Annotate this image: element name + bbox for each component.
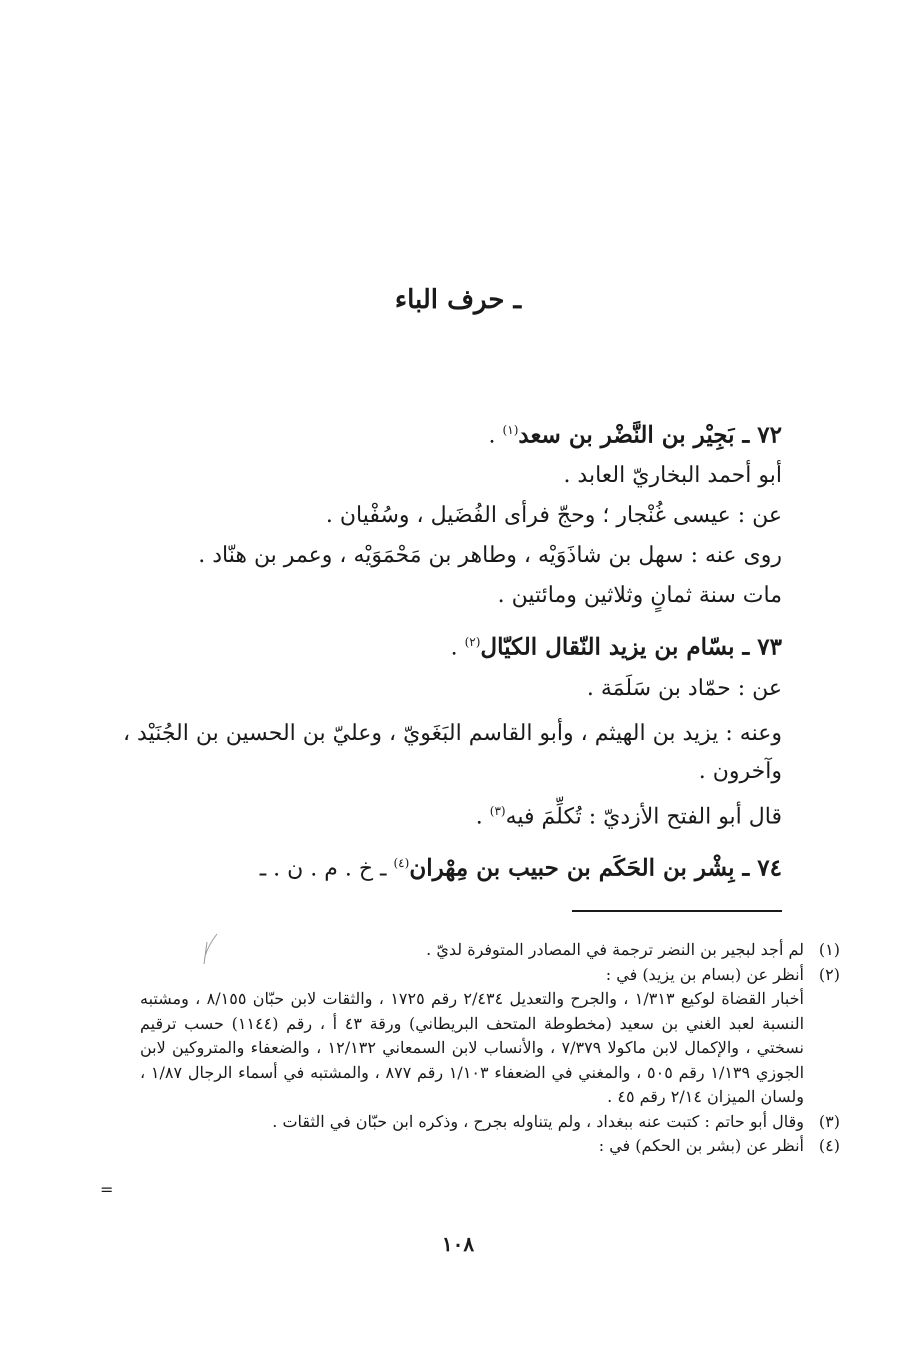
entry-paragraph: وعنه : يزيد بن الهيثم ، وأبو القاسم البَغَويّ ، وعليّ بن الحسين بن الجُنَيْد ، وآخرون .: [122, 720, 782, 784]
footnote-number: (١): [818, 940, 840, 959]
entry-line: أبو أحمد البخاريّ العابد .: [563, 463, 782, 489]
footnote-1: [140, 938, 840, 963]
entry-title-end: ـ خ . م . ن . ـ: [259, 856, 394, 882]
entry-title: ٧٣ ـ بسّام بن يزيد النّقال الكيّال: [480, 633, 782, 661]
footnote-3: [140, 1110, 840, 1135]
footnotes: [140, 938, 840, 1159]
entry-heading: [110, 843, 782, 889]
footnote-ref: (٣): [489, 803, 506, 818]
entry-line: عن : عيسى غُنْجار ؛ وحجّ فرأى الفُضَيل ، وسُفْيان .: [325, 503, 782, 529]
footnote-text: وقال أبو حاتم : كتبت عنه ببغداد ، ولم يتناوله بجرح ، وذكره ابن حبّان في الثقات .: [272, 1111, 804, 1131]
footnote-number: (٤): [818, 1136, 840, 1155]
footnote-separator: [572, 910, 782, 912]
entry-title-end: .: [450, 635, 465, 661]
footnote-text: أنظر عن (بشر بن الحكم) في :: [598, 1136, 804, 1155]
entry-title: ٧٢ ـ بَجِيْر بن النَّضْر بن سعد: [518, 421, 782, 449]
footnote-text: لم أجد لبجير بن النضر ترجمة في المصادر المتوفرة لديّ .: [426, 940, 804, 959]
footnote-2-sources: [140, 987, 840, 1110]
entry-title-end: .: [488, 423, 503, 449]
footnote-number: [804, 987, 840, 1110]
footnote-text: أنظر عن (بسام بن يزيد) في :: [605, 964, 804, 984]
entry-line-end: .: [475, 803, 490, 829]
footnote-ref: (١): [502, 423, 519, 437]
footnote-ref: (٤): [393, 855, 410, 870]
entry-72: [110, 410, 782, 616]
footnote-4: [140, 1134, 840, 1159]
entry-74: [110, 843, 782, 889]
entry-73: [110, 622, 782, 837]
biography-entries: [110, 410, 782, 895]
footnote-text: أخبار القضاة لوكيع ١/٣١٣ ، والجرح والتعديل ٢/٤٣٤ رقم ١٧٢٥ ، والثقات لابن حبّان ٨/١٥٥ ، ومشتبه النسبة لعبد الغني بن سعيد (مخطوطة المتحف البريطاني) ورقة ٤٣ أ ، رقم (١١٤٤) حسب ترقيم نسختي ، والإكمال لابن ماكولا ٧/٣٧٩ ، والأنساب لابن السمعاني ١٢/١٣٢ ، والضعفاء والمتروكين لابن الجوزي ١/١٣٩ رقم ٥٠٥ ، والمغني في الضعفاء ١/١٠٣ رقم ٨٧٧ ، والمشتبه في أسماء الرجال ١/٨٧ ، ولسان الميزان ٢/١٤ رقم ٤٥ .: [140, 989, 805, 1106]
entry-line-text: قال أبو الفتح الأزديّ : تُكلِّمَ فيه: [505, 803, 782, 829]
page-number: ١٠٨: [441, 1232, 475, 1256]
entry-heading: [110, 622, 782, 668]
footnote-ref: (٢): [464, 635, 481, 650]
entry-line: روى عنه : سهل بن شاذَوَيْه ، وطاهر بن مَحْمَوَيْه ، وعمر بن هنّاد .: [198, 543, 782, 569]
entry-line: عن : حمّاد بن سَلَمَة .: [586, 675, 782, 701]
entry-line: مات سنة ثمانٍ وثلاثين ومائتين .: [497, 583, 782, 609]
entry-title: ٧٤ ـ بِشْر بن الحَكَم بن حبيب بن مِهْران: [409, 854, 782, 882]
footnote-2: [140, 963, 840, 988]
entry-line: [110, 791, 782, 837]
margin-mark: =: [100, 1180, 114, 1199]
chapter-title: ـ حرف الباء: [394, 285, 522, 315]
entry-heading: [110, 410, 782, 456]
footnote-number: (٣): [818, 1111, 840, 1131]
footnote-number: (٢): [818, 964, 840, 984]
